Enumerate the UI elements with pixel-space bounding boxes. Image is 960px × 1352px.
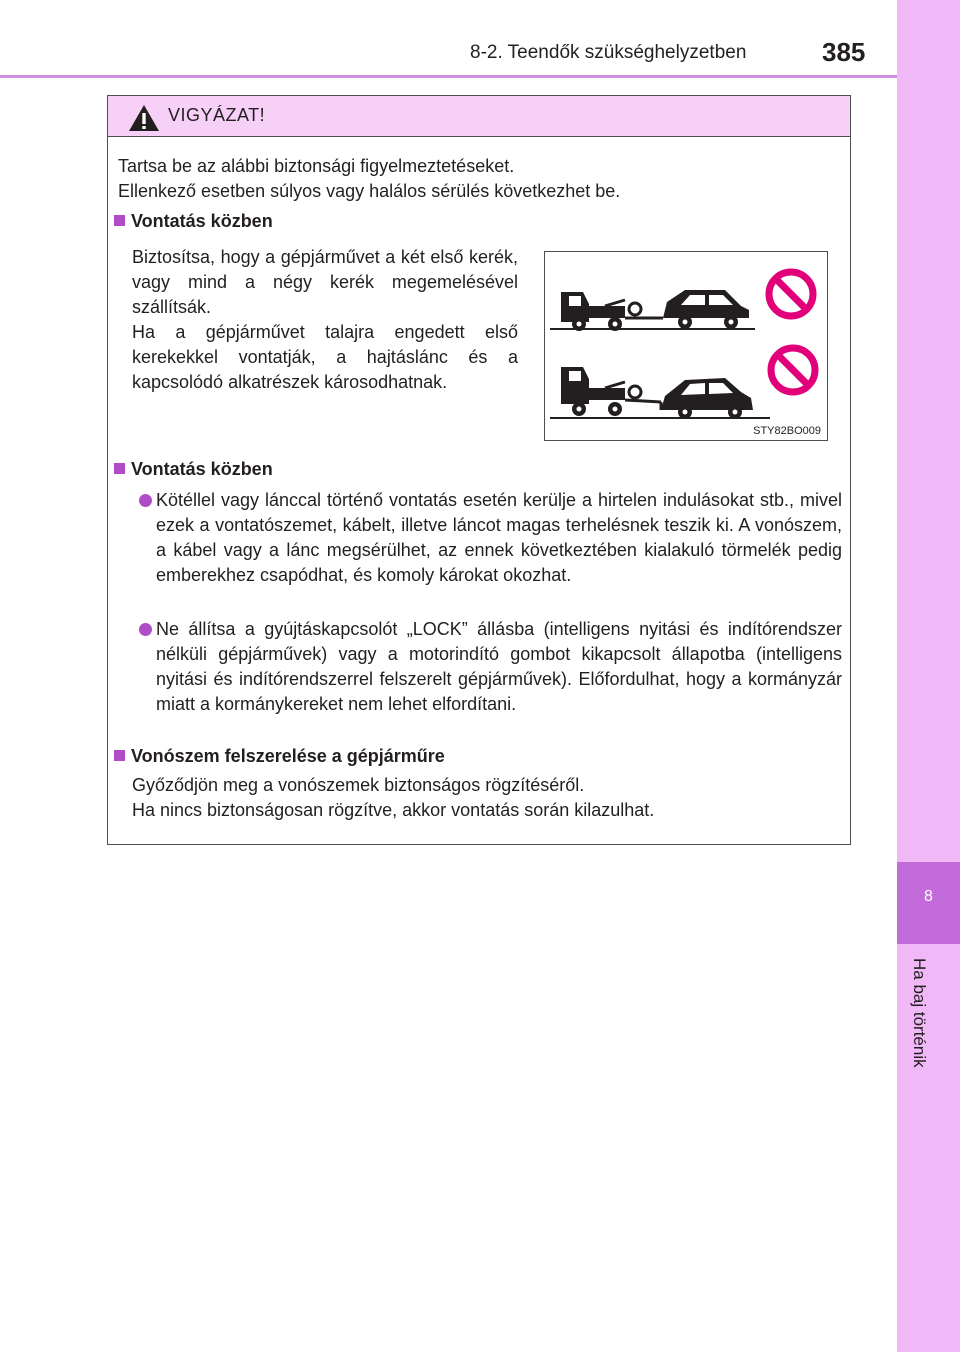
towing-illustration bbox=[544, 251, 828, 441]
warning-intro bbox=[118, 154, 620, 204]
section-heading-text: Vontatás közben bbox=[131, 211, 273, 231]
round-bullet-icon bbox=[139, 494, 152, 507]
header-rule bbox=[0, 75, 897, 78]
figure-code: STY82BO009 bbox=[753, 425, 821, 437]
tow-truck-icon bbox=[561, 367, 661, 416]
chapter-number: 8 bbox=[897, 862, 960, 944]
chapter-title: Ha baj történik bbox=[910, 958, 929, 1068]
square-bullet-icon bbox=[114, 215, 125, 226]
round-bullet-icon bbox=[139, 623, 152, 636]
warning-box bbox=[107, 95, 851, 845]
warning-triangle-icon bbox=[128, 104, 160, 132]
towed-car-icon bbox=[661, 378, 753, 419]
bullet-text: Ne állítsa a gyújtáskapcsolót „LOCK” állásba (intelligens nyitási és indítórendszer nélküli gépjárművek) vagy a motorindító gombot kikapcsolt állapotba (intelligens nyitási és indítórendszerrel felszerelt gépjárművek). Előfordulhat, hogy a kormányzár miatt a kormánykereket nem lehet elfordítani. bbox=[156, 619, 842, 714]
section-heading-tow-eye bbox=[114, 746, 445, 767]
square-bullet-icon bbox=[114, 463, 125, 474]
page-number: 385 bbox=[822, 37, 866, 67]
warning-header bbox=[108, 96, 850, 137]
bullet-text: Kötéllel vagy lánccal történő vontatás esetén kerülje a hirtelen indulásokat stb., mivel ezek a vontatószemet, kábelt, illetve láncot magas terhelésnek teszik ki. A vonószem, a kábel vagy a lánc megsérülhet, az ennek következtében kialakuló törmelék pedig emberekhez csapódhat, és komoly károkat okozhat. bbox=[156, 490, 842, 585]
section-heading-text: Vonószem felszerelése a gépjárműre bbox=[131, 746, 445, 766]
paragraph: Biztosítsa, hogy a gépjárművet a két első kerék, vagy mind a négy kerék megemelésével szállítsák. bbox=[132, 247, 518, 317]
tow-truck-illustration bbox=[545, 252, 827, 440]
square-bullet-icon bbox=[114, 750, 125, 761]
towed-car-icon bbox=[663, 290, 749, 329]
tow-truck-icon bbox=[561, 292, 663, 331]
intro-line: Ellenkező esetben súlyos vagy halálos sérülés következhet be. bbox=[118, 181, 621, 201]
towing-paragraphs bbox=[132, 245, 518, 395]
section-heading-towing bbox=[114, 211, 273, 232]
section-heading-text: Vontatás közben bbox=[131, 459, 273, 479]
paragraph: Ha a gépjárművet talajra engedett első kerekekkel vontatják, a hajtáslánc és a kapcsolódó alkatrészek károsodhatnak. bbox=[132, 322, 518, 392]
text-line: Ha nincs biztonságosan rögzítve, akkor vontatás során kilazulhat. bbox=[132, 800, 655, 820]
tow-eye-text bbox=[132, 773, 654, 823]
section-title: 8-2. Teendők szükséghelyzetben bbox=[470, 42, 747, 63]
section-heading-towing-2 bbox=[114, 459, 273, 480]
prohibition-icon bbox=[771, 348, 815, 392]
text-line: Győződjön meg a vonószemek biztonságos rögzítéséről. bbox=[132, 775, 585, 795]
prohibition-icon bbox=[769, 272, 813, 316]
chapter-side-tab bbox=[897, 0, 960, 1352]
intro-line: Tartsa be az alábbi biztonsági figyelmeztetéseket. bbox=[118, 156, 515, 176]
warning-title: VIGYÁZAT! bbox=[168, 105, 266, 125]
